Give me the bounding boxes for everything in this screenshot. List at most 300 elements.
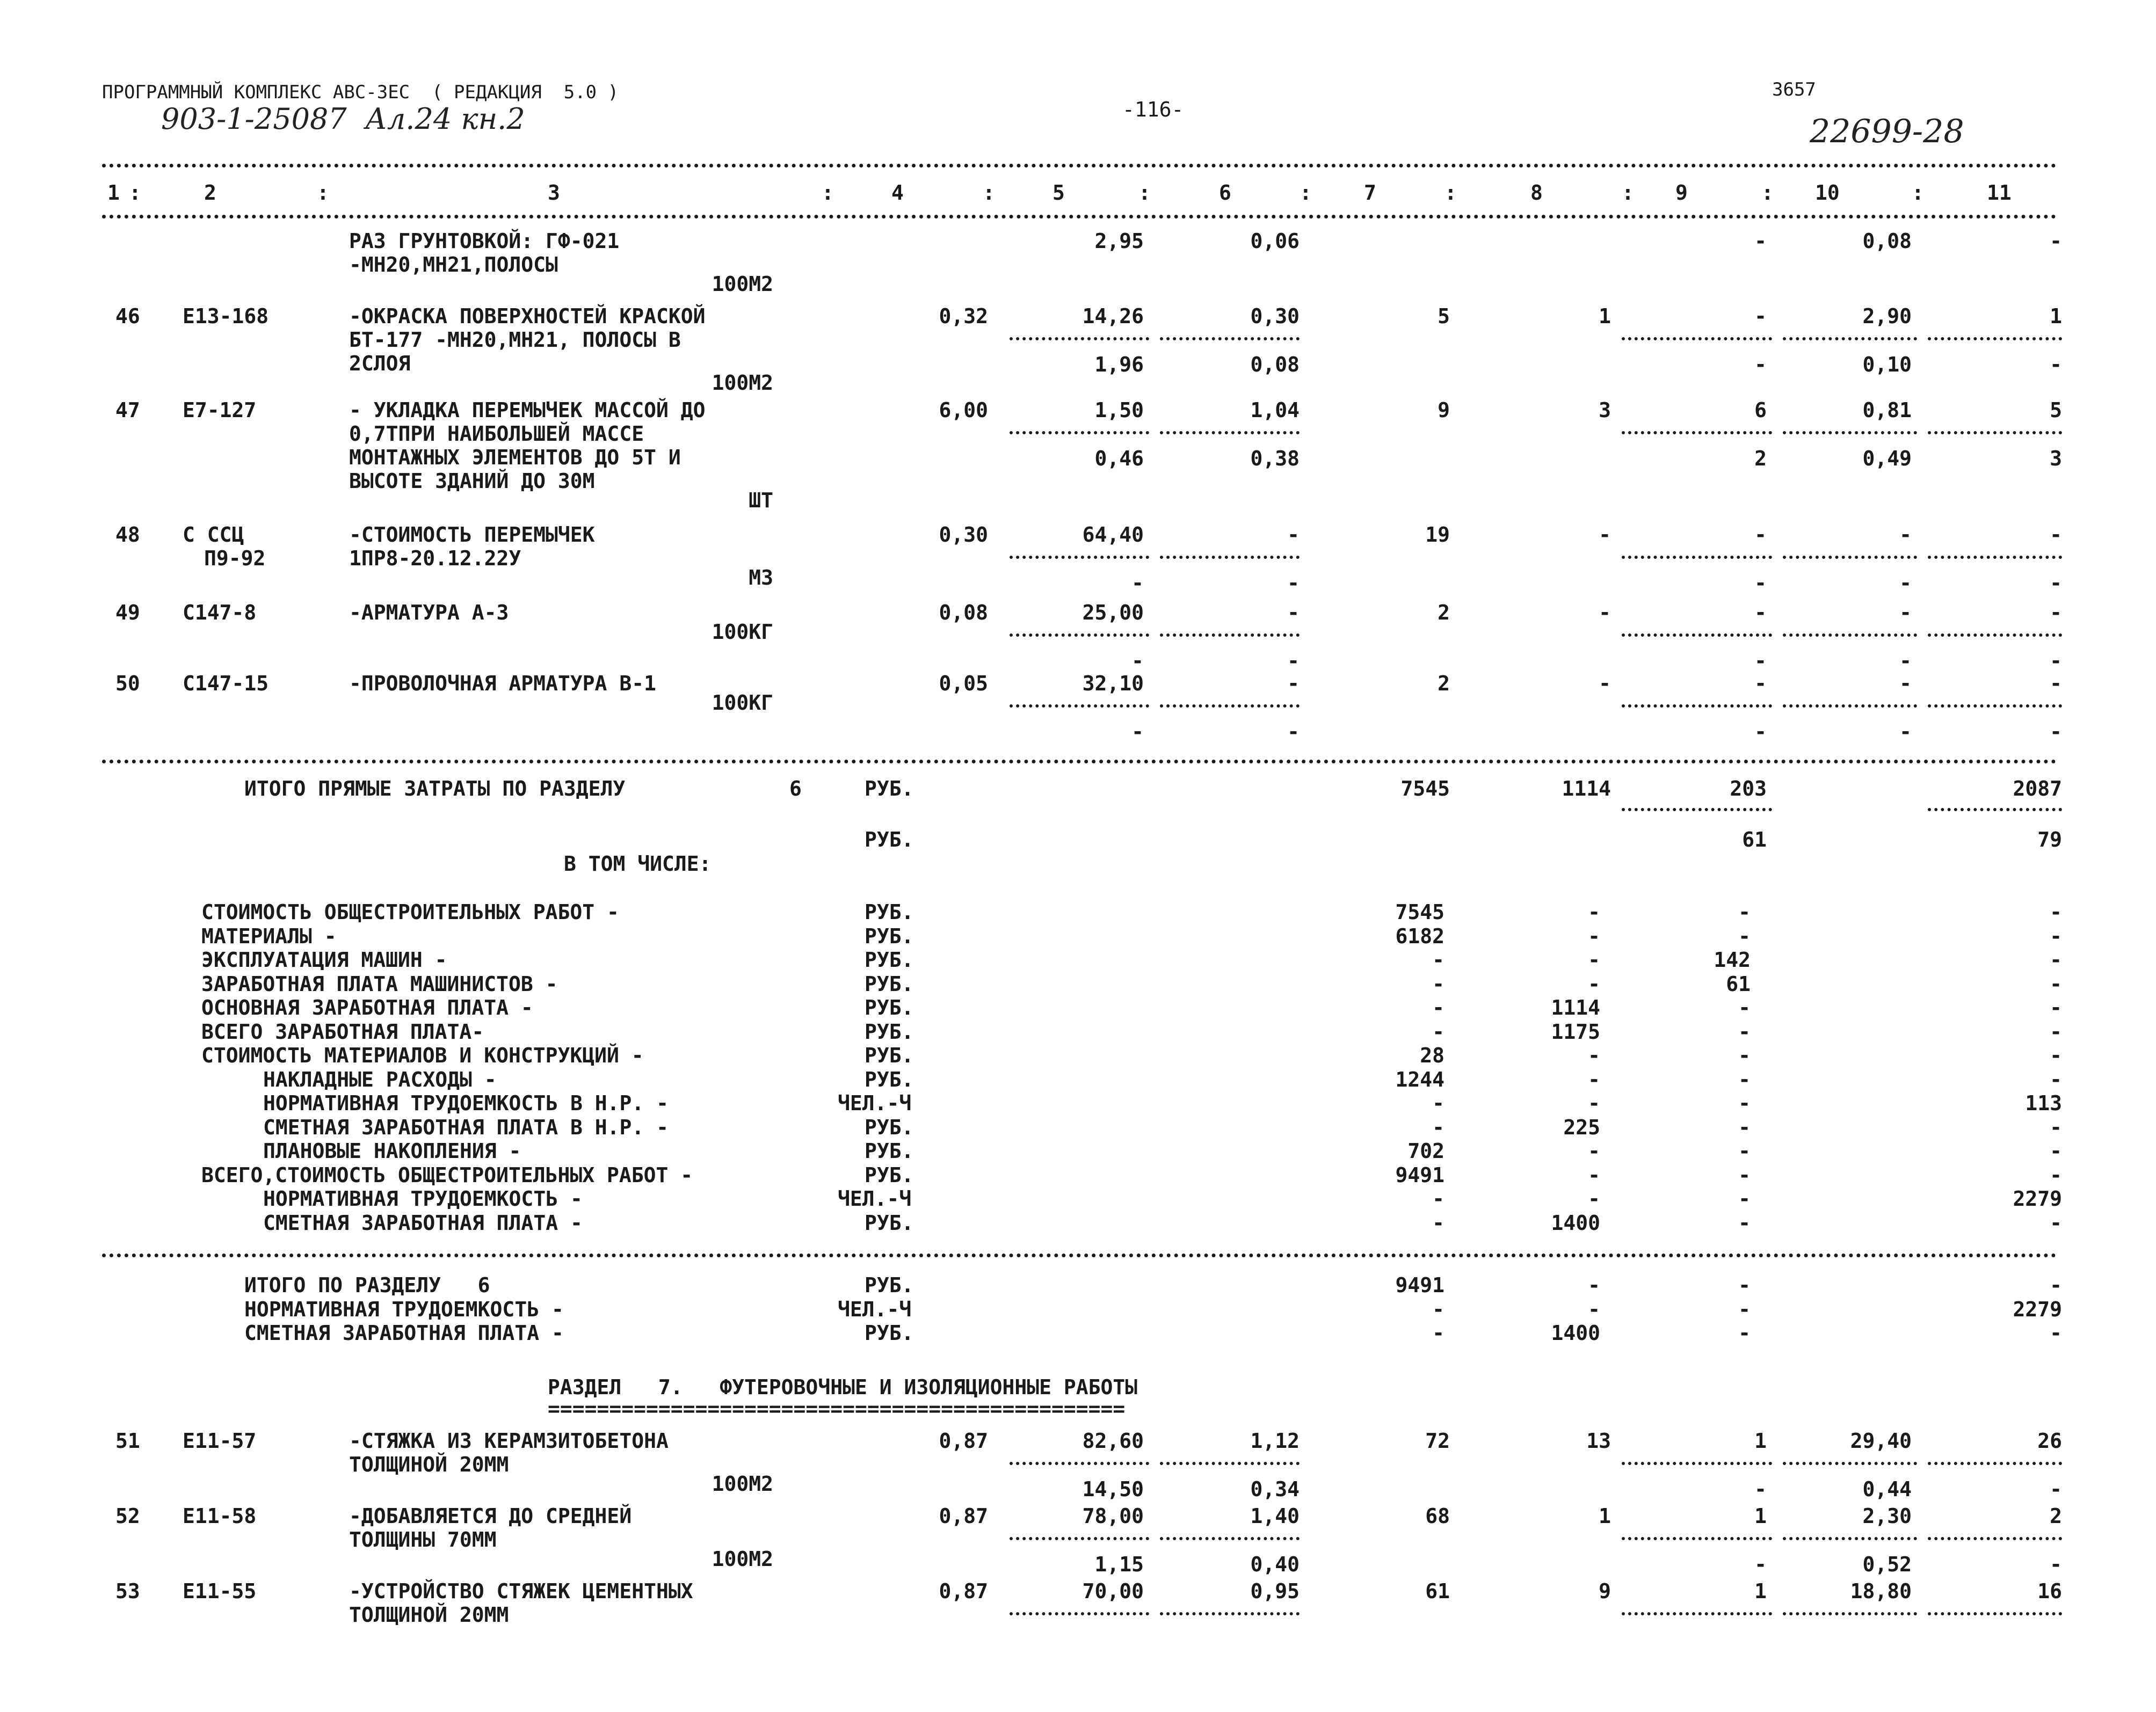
handwritten-number: 22699-28	[1810, 113, 1964, 150]
col8-value: 1	[1599, 304, 1611, 328]
breakdown-unit: РУБ.	[865, 1019, 914, 1044]
section-total-label: НОРМАТИВНАЯ ТРУДОЕМКОСТЬ -	[244, 1297, 564, 1321]
sub-separator	[1622, 704, 1772, 708]
breakdown-label: ЗАРАБОТНАЯ ПЛАТА МАШИНИСТОВ -	[201, 972, 558, 996]
col11-sub-value: -	[2050, 571, 2062, 595]
item-unit: 100М2	[712, 1472, 773, 1496]
col10-value: 29,40	[1850, 1429, 1912, 1453]
column-number: 1	[107, 181, 120, 205]
col6-value: -	[1287, 523, 1300, 547]
column-number: 4	[891, 181, 904, 205]
section-total-label: СМЕТНАЯ ЗАРАБОТНАЯ ПЛАТА -	[244, 1321, 564, 1345]
sub-separator	[1010, 1537, 1149, 1540]
col5-sub-value: -	[1131, 649, 1144, 673]
col9-value: 1	[1754, 1429, 1767, 1453]
col9-sub-value: -	[1754, 649, 1767, 673]
col8-value: 1	[1599, 1504, 1611, 1528]
sub-separator	[1783, 556, 1917, 559]
breakdown-col7: -	[1432, 948, 1444, 972]
item-code: С ССЦ	[183, 523, 244, 547]
sub-separator	[1928, 1612, 2062, 1615]
item-description: 2СЛОЯ	[349, 352, 411, 375]
col11-value: 5	[2050, 398, 2062, 422]
breakdown-col11: -	[2050, 948, 2062, 972]
item-description: -МН20,МН21,ПОЛОСЫ	[349, 253, 558, 276]
column-number: 7	[1364, 181, 1376, 205]
breakdown-label: СМЕТНАЯ ЗАРАБОТНАЯ ПЛАТА В Н.Р. -	[263, 1115, 669, 1139]
section-total-col11: 2279	[2013, 1297, 2062, 1321]
breakdown-col8: 1175	[1551, 1019, 1600, 1044]
col11-sub-value: 3	[2050, 447, 2062, 470]
col9-sub-value: 2	[1754, 447, 1767, 470]
sub-separator	[1160, 337, 1300, 340]
breakdown-col7: -	[1432, 1187, 1444, 1211]
breakdown-col8: -	[1588, 948, 1600, 972]
column-separator: :	[1300, 181, 1312, 205]
sub-separator	[1622, 1537, 1772, 1540]
col6-sub-value: 0,40	[1250, 1553, 1300, 1576]
col10-value: 18,80	[1850, 1579, 1912, 1603]
item-unit: М3	[749, 566, 773, 589]
breakdown-unit: РУБ.	[865, 924, 914, 948]
col8-value: 9	[1599, 1579, 1611, 1603]
col10-value: 2,30	[1862, 1504, 1912, 1528]
col11-value: 26	[2037, 1429, 2062, 1453]
column-number: 3	[548, 181, 560, 205]
col6-value: -	[1287, 672, 1300, 695]
item-description: ТОЛЩИНОЙ 20ММ	[349, 1453, 509, 1476]
item-code: С147-8	[183, 601, 257, 624]
breakdown-label: ЭКСПЛУАТАЦИЯ МАШИН -	[201, 948, 447, 972]
col4-value: 0,05	[939, 672, 988, 695]
col6-sub-value: 0,08	[1250, 353, 1300, 376]
breakdown-unit: РУБ.	[865, 972, 914, 996]
breakdown-label: НОРМАТИВНАЯ ТРУДОЕМКОСТЬ -	[263, 1187, 583, 1211]
col11-value: -	[2050, 523, 2062, 547]
breakdown-unit: РУБ.	[865, 1044, 914, 1067]
col10-sub-value: 0,10	[1862, 353, 1912, 376]
sub-separator	[1160, 431, 1300, 434]
breakdown-col8: -	[1588, 900, 1600, 924]
breakdown-col11: -	[2050, 900, 2062, 924]
col6-value: 1,04	[1250, 398, 1300, 422]
item-description: 1ПР8-20.12.22У	[349, 547, 521, 570]
breakdown-col7: 6182	[1395, 924, 1444, 948]
col4-value: 0,30	[939, 523, 988, 547]
col6-value: 0,95	[1250, 1579, 1300, 1603]
col6-value: 0,06	[1250, 229, 1300, 253]
col9-sub-value: -	[1754, 353, 1767, 376]
sub-separator	[1783, 1537, 1917, 1540]
breakdown-col7: 7545	[1395, 900, 1444, 924]
item-code: Е13-168	[183, 304, 269, 328]
col10-sub-value: -	[1899, 649, 1912, 673]
totals-unit2: РУБ.	[865, 828, 914, 851]
totals-col9-sub: 61	[1742, 828, 1767, 851]
sheet-code: 3657	[1772, 79, 1816, 100]
col10-value: -	[1899, 601, 1912, 624]
col10-sub-value: -	[1899, 571, 1912, 595]
top-rule	[102, 164, 2057, 167]
col8-value: 13	[1586, 1429, 1611, 1453]
item-number: 51	[115, 1429, 140, 1453]
breakdown-unit: РУБ.	[865, 1115, 914, 1139]
breakdown-col11: -	[2050, 1044, 2062, 1067]
column-separator: :	[1622, 181, 1634, 205]
breakdown-col9: -	[1738, 996, 1751, 1019]
col5-value: 82,60	[1082, 1429, 1144, 1453]
item-description: -АРМАТУРА А-3	[349, 601, 509, 624]
breakdown-label: ОСНОВНАЯ ЗАРАБОТНАЯ ПЛАТА -	[201, 996, 533, 1019]
handwritten-code: 903-1-25087 Ал.24 кн.2	[161, 102, 525, 136]
col5-value: 32,10	[1082, 672, 1144, 695]
totals-unit: РУБ.	[865, 777, 914, 800]
breakdown-unit: РУБ.	[865, 1067, 914, 1091]
totals-col9: 203	[1730, 777, 1767, 800]
breakdown-col7: 1244	[1395, 1067, 1444, 1091]
sub-separator	[1160, 1462, 1300, 1465]
sub-separator	[1622, 337, 1772, 340]
breakdown-col9: -	[1738, 1091, 1751, 1115]
col6-sub-value: -	[1287, 649, 1300, 673]
col10-sub-value: 0,44	[1862, 1477, 1912, 1501]
sub-separator	[1622, 1462, 1772, 1465]
col5-value: 1,50	[1094, 398, 1144, 422]
sub-separator	[1160, 1612, 1300, 1615]
section-total-col9: -	[1738, 1273, 1751, 1297]
breakdown-col9: -	[1738, 1139, 1751, 1163]
breakdown-col9: -	[1738, 1019, 1751, 1044]
sub-separator	[1622, 431, 1772, 434]
totals-label: ИТОГО ПРЯМЫЕ ЗАТРАТЫ ПО РАЗДЕЛУ	[244, 777, 626, 800]
item-number: 49	[115, 601, 140, 624]
breakdown-col8: -	[1588, 1044, 1600, 1067]
column-number: 6	[1219, 181, 1231, 205]
col10-sub-value: -	[1899, 720, 1912, 744]
sub-separator	[1622, 556, 1772, 559]
sub-separator	[1622, 633, 1772, 637]
column-separator: :	[822, 181, 834, 205]
totals-col7: 7545	[1400, 777, 1450, 800]
sub-separator	[1010, 431, 1149, 434]
col5-value: 25,00	[1082, 601, 1144, 624]
breakdown-col11: -	[2050, 1019, 2062, 1044]
col11-value: 16	[2037, 1579, 2062, 1603]
breakdown-col7: -	[1432, 972, 1444, 996]
sub-separator	[1783, 431, 1917, 434]
breakdown-col9: -	[1738, 1211, 1751, 1235]
item-unit: 100М2	[712, 272, 773, 296]
column-number: 9	[1675, 181, 1688, 205]
col7-value: 61	[1425, 1579, 1450, 1603]
item-code2: П9-92	[204, 547, 266, 570]
col9-sub-value: -	[1754, 1477, 1767, 1501]
breakdown-unit: ЧЕЛ.-Ч	[838, 1091, 912, 1115]
col4-value: 0,32	[939, 304, 988, 328]
sub-separator	[1160, 633, 1300, 637]
item-code: Е11-58	[183, 1504, 257, 1528]
col11-sub-value: -	[2050, 649, 2062, 673]
col10-sub-value: 0,49	[1862, 447, 1912, 470]
section7-title: РАЗДЕЛ 7. ФУТЕРОВОЧНЫЕ И ИЗОЛЯЦИОННЫЕ РАБОТЫ	[548, 1375, 1138, 1399]
col9-sub-value: -	[1754, 571, 1767, 595]
item-unit: 100М2	[712, 371, 773, 395]
col5-sub-value: 14,50	[1082, 1477, 1144, 1501]
column-separator: :	[1761, 181, 1774, 205]
col11-sub-value: -	[2050, 1553, 2062, 1576]
breakdown-col11: -	[2050, 1115, 2062, 1139]
col11-sub-value: -	[2050, 720, 2062, 744]
col6-sub-value: 0,34	[1250, 1477, 1300, 1501]
breakdown-col11: -	[2050, 996, 2062, 1019]
breakdown-col11: -	[2050, 972, 2062, 996]
item-number: 46	[115, 304, 140, 328]
header-rule	[102, 215, 2057, 218]
breakdown-col7: -	[1432, 1091, 1444, 1115]
column-number: 2	[204, 181, 216, 205]
breakdown-unit: РУБ.	[865, 1163, 914, 1187]
item-description: ВЫСОТЕ ЗДАНИЙ ДО 30М	[349, 469, 595, 493]
column-separator: :	[317, 181, 329, 205]
section7-underline: ===============================================	[548, 1397, 1126, 1420]
col6-sub-value: 0,38	[1250, 447, 1300, 470]
col9-value: 1	[1754, 1579, 1767, 1603]
col9-value: -	[1754, 523, 1767, 547]
column-separator: :	[983, 181, 995, 205]
item-description: МОНТАЖНЫХ ЭЛЕМЕНТОВ ДО 5Т И	[349, 446, 681, 469]
col11-value: 2	[2050, 1504, 2062, 1528]
item-number: 47	[115, 398, 140, 422]
section-total-col7: -	[1432, 1321, 1444, 1345]
col10-value: 0,08	[1862, 229, 1912, 253]
sub-separator	[1160, 704, 1300, 708]
col7-value: 5	[1438, 304, 1450, 328]
item-description: -ОКРАСКА ПОВЕРХНОСТЕЙ КРАСКОЙ	[349, 304, 706, 328]
col5-value: 14,26	[1082, 304, 1144, 328]
sub-separator	[1622, 808, 1772, 811]
item-description: -СТЯЖКА ИЗ КЕРАМЗИТОБЕТОНА	[349, 1429, 669, 1453]
section-total-col9: -	[1738, 1297, 1751, 1321]
breakdown-unit: РУБ.	[865, 1139, 914, 1163]
item-description: -СТОИМОСТЬ ПЕРЕМЫЧЕК	[349, 523, 595, 547]
column-number: 5	[1052, 181, 1065, 205]
breakdown-col7: 28	[1420, 1044, 1444, 1067]
column-separator: :	[1138, 181, 1151, 205]
breakdown-label: СТОИМОСТЬ МАТЕРИАЛОВ И КОНСТРУКЦИЙ -	[201, 1044, 644, 1067]
col7-value: 72	[1425, 1429, 1450, 1453]
col4-value: 0,08	[939, 601, 988, 624]
breakdown-label: ВСЕГО,СТОИМОСТЬ ОБЩЕСТРОИТЕЛЬНЫХ РАБОТ -	[201, 1163, 693, 1187]
breakdown-col11: 113	[2025, 1091, 2062, 1115]
col5-sub-value: 1,15	[1094, 1553, 1144, 1576]
breakdown-col9: 61	[1726, 972, 1751, 996]
totals-col11: 2087	[2013, 777, 2062, 800]
breakdown-unit: ЧЕЛ.-Ч	[838, 1187, 912, 1211]
column-number: 8	[1530, 181, 1543, 205]
breakdown-label: МАТЕРИАЛЫ -	[201, 924, 337, 948]
col6-value: 1,12	[1250, 1429, 1300, 1453]
breakdown-col8: -	[1588, 1139, 1600, 1163]
col8-value: -	[1599, 601, 1611, 624]
col11-value: -	[2050, 229, 2062, 253]
breakdown-col8: 1400	[1551, 1211, 1600, 1235]
breakdown-unit: РУБ.	[865, 1211, 914, 1235]
col9-value: -	[1754, 672, 1767, 695]
col10-value: 0,81	[1862, 398, 1912, 422]
sub-separator	[1010, 337, 1149, 340]
column-number: 10	[1815, 181, 1840, 205]
section-total-col9: -	[1738, 1321, 1751, 1345]
item-code: Е11-57	[183, 1429, 257, 1453]
item-description: 0,7ТПРИ НАИБОЛЬШЕЙ МАССЕ	[349, 422, 644, 446]
sub-separator	[1928, 431, 2062, 434]
section-total-unit: ЧЕЛ.-Ч	[838, 1297, 912, 1321]
section-total-unit: РУБ.	[865, 1321, 914, 1345]
col6-value: -	[1287, 601, 1300, 624]
col5-sub-value: 1,96	[1094, 353, 1144, 376]
sub-separator	[1160, 556, 1300, 559]
item-code: Е11-55	[183, 1579, 257, 1603]
section-total-col8: -	[1588, 1297, 1600, 1321]
breakdown-col7: 702	[1407, 1139, 1444, 1163]
col5-sub-value: -	[1131, 720, 1144, 744]
col4-value: 0,87	[939, 1579, 988, 1603]
sub-separator	[1622, 1612, 1772, 1615]
section-total-col11: -	[2050, 1321, 2062, 1345]
col6-sub-value: -	[1287, 571, 1300, 595]
col9-value: -	[1754, 229, 1767, 253]
col4-value: 0,87	[939, 1504, 988, 1528]
item-number: 52	[115, 1504, 140, 1528]
breakdown-col8: -	[1588, 1091, 1600, 1115]
breakdown-col7: 9491	[1395, 1163, 1444, 1187]
item-description: ТОЛЩИНЫ 70ММ	[349, 1528, 497, 1551]
section-total-col7: -	[1432, 1297, 1444, 1321]
breakdown-label: ВСЕГО ЗАРАБОТНАЯ ПЛАТА-	[201, 1019, 484, 1044]
breakdown-unit: РУБ.	[865, 900, 914, 924]
item-unit: ШТ	[749, 489, 773, 512]
sub-separator	[1783, 1612, 1917, 1615]
item-code: С147-15	[183, 672, 269, 695]
page-number: -116-	[1122, 98, 1184, 121]
col11-sub-value: -	[2050, 353, 2062, 376]
item-description: - УКЛАДКА ПЕРЕМЫЧЕК МАССОЙ ДО	[349, 398, 706, 422]
section-total-col8: 1400	[1551, 1321, 1600, 1345]
col8-value: 3	[1599, 398, 1611, 422]
col5-value: 64,40	[1082, 523, 1144, 547]
breakdown-col9: -	[1738, 1115, 1751, 1139]
column-separator: :	[1912, 181, 1924, 205]
section-total-col11: -	[2050, 1273, 2062, 1297]
breakdown-label: СМЕТНАЯ ЗАРАБОТНАЯ ПЛАТА -	[263, 1211, 583, 1235]
breakdown-col8: -	[1588, 972, 1600, 996]
sub-separator	[1928, 633, 2062, 637]
col11-sub-value: -	[2050, 1477, 2062, 1501]
totals-col11-sub: 79	[2037, 828, 2062, 851]
breakdown-col11: -	[2050, 1211, 2062, 1235]
item-description: -ПРОВОЛОЧНАЯ АРМАТУРА В-1	[349, 672, 656, 695]
breakdown-col7: -	[1432, 1115, 1444, 1139]
sub-separator	[1928, 1537, 2062, 1540]
section-total-unit: РУБ.	[865, 1273, 914, 1297]
breakdown-col11: 2279	[2013, 1187, 2062, 1211]
item-unit: 100КГ	[712, 620, 773, 644]
column-separator: :	[129, 181, 141, 205]
item-number: 48	[115, 523, 140, 547]
item-description: БТ-177 -МН20,МН21, ПОЛОСЫ В	[349, 328, 681, 352]
col5-sub-value: 0,46	[1094, 447, 1144, 470]
col8-value: -	[1599, 523, 1611, 547]
col6-value: 0,30	[1250, 304, 1300, 328]
col7-value: 2	[1438, 672, 1450, 695]
section-total-rule	[102, 1254, 2057, 1257]
item-description: РАЗ ГРУНТОВКОЙ: ГФ-021	[349, 229, 620, 253]
col5-sub-value: -	[1131, 571, 1144, 595]
sub-separator	[1010, 633, 1149, 637]
totals-subtitle: В ТОМ ЧИСЛЕ:	[564, 852, 712, 876]
sub-separator	[1010, 1612, 1149, 1615]
col7-value: 19	[1425, 523, 1450, 547]
item-description: -УСТРОЙСТВО СТЯЖЕК ЦЕМЕНТНЫХ	[349, 1579, 693, 1603]
col7-value: 2	[1438, 601, 1450, 624]
section-total-col7: 9491	[1395, 1273, 1444, 1297]
col5-value: 2,95	[1094, 229, 1144, 253]
breakdown-col8: -	[1588, 1067, 1600, 1091]
sub-separator	[1010, 1462, 1149, 1465]
item-description: -ДОБАВЛЯЕТСЯ ДО СРЕДНЕЙ	[349, 1504, 632, 1528]
breakdown-label: НАКЛАДНЫЕ РАСХОДЫ -	[263, 1067, 497, 1091]
col10-value: -	[1899, 672, 1912, 695]
col10-value: 2,90	[1862, 304, 1912, 328]
breakdown-col11: -	[2050, 1139, 2062, 1163]
col11-value: 1	[2050, 304, 2062, 328]
breakdown-col11: -	[2050, 1163, 2062, 1187]
breakdown-col11: -	[2050, 924, 2062, 948]
sub-separator	[1783, 337, 1917, 340]
totals-section: 6	[789, 777, 802, 800]
breakdown-col11: -	[2050, 1067, 2062, 1091]
col6-sub-value: -	[1287, 720, 1300, 744]
col5-value: 70,00	[1082, 1579, 1144, 1603]
sub-separator	[1783, 1462, 1917, 1465]
col9-sub-value: -	[1754, 720, 1767, 744]
section-total-label: ИТОГО ПО РАЗДЕЛУ 6	[244, 1273, 490, 1297]
col9-sub-value: -	[1754, 1553, 1767, 1576]
breakdown-col8: -	[1588, 1163, 1600, 1187]
item-code: Е7-127	[183, 398, 257, 422]
sub-separator	[1928, 1462, 2062, 1465]
breakdown-col8: 225	[1563, 1115, 1600, 1139]
breakdown-col8: -	[1588, 1187, 1600, 1211]
col9-value: 1	[1754, 1504, 1767, 1528]
breakdown-unit: РУБ.	[865, 948, 914, 972]
breakdown-col7: -	[1432, 1211, 1444, 1235]
col4-value: 0,87	[939, 1429, 988, 1453]
breakdown-col9: -	[1738, 1187, 1751, 1211]
column-separator: :	[1444, 181, 1457, 205]
column-number: 11	[1987, 181, 2012, 205]
breakdown-col9: -	[1738, 924, 1751, 948]
sub-separator	[1010, 704, 1149, 708]
breakdown-label: ПЛАНОВЫЕ НАКОПЛЕНИЯ -	[263, 1139, 521, 1163]
item-unit: 100М2	[712, 1547, 773, 1571]
breakdown-unit: РУБ.	[865, 996, 914, 1019]
breakdown-col8: -	[1588, 924, 1600, 948]
col11-value: -	[2050, 672, 2062, 695]
item-description: ТОЛЩИНОЙ 20ММ	[349, 1603, 509, 1627]
col9-value: -	[1754, 601, 1767, 624]
section-total-col8: -	[1588, 1273, 1600, 1297]
